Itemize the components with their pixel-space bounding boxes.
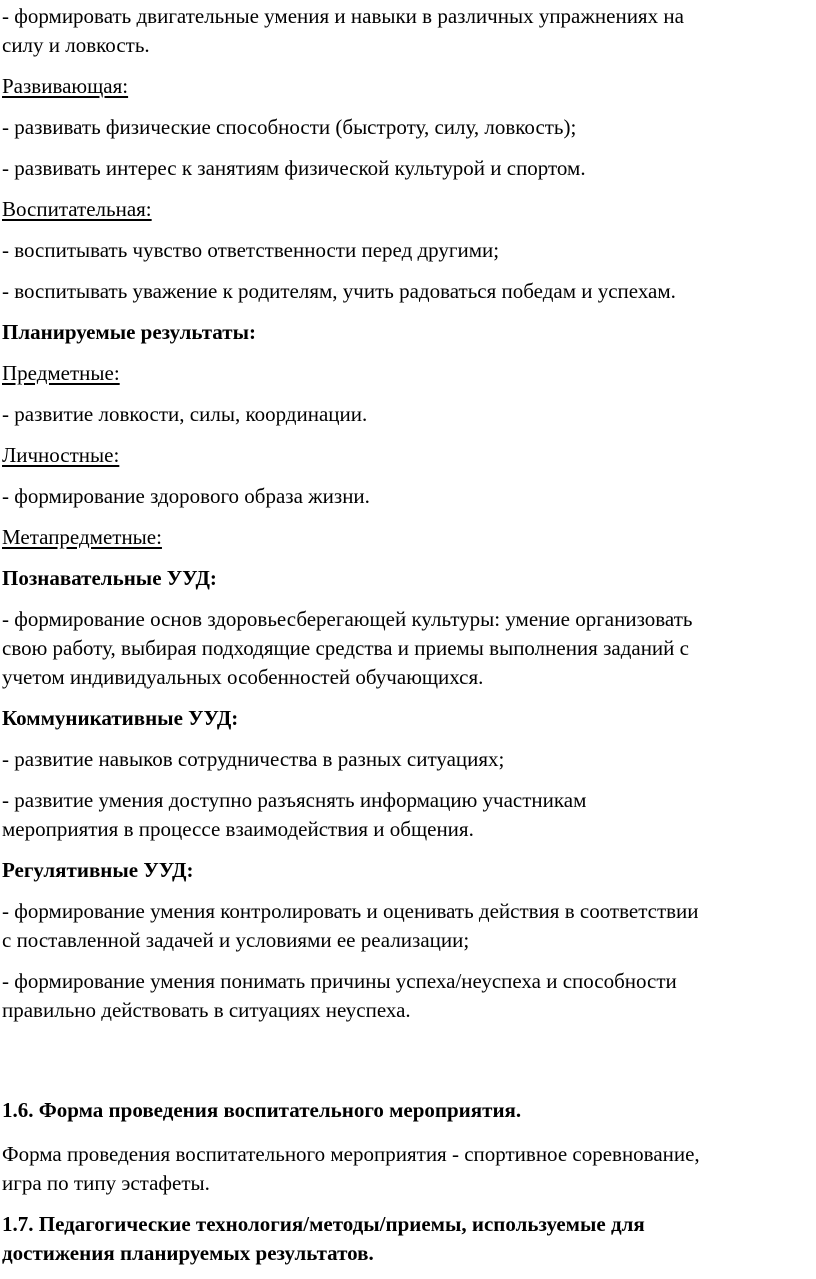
educational-label: Воспитательная: — [2, 197, 152, 221]
cognitive-item-line-3: учетом индивидуальных особенностей обучающихся. — [2, 665, 484, 689]
regulative-item-1-line-1: - формирование умения контролировать и оценивать действия в соответствии — [2, 899, 699, 923]
regulative-item-2-line-2: правильно действовать в ситуациях неуспеха. — [2, 998, 411, 1022]
subject-results-label: Предметные: — [2, 361, 120, 385]
communicative-heading: Коммуникативные УУД: — [2, 706, 239, 730]
cognitive-heading: Познавательные УУД: — [2, 566, 217, 590]
section-1-6-heading: 1.6. Форма проведения воспитательного мероприятия. — [2, 1098, 522, 1122]
cognitive-item-line-2: свою работу, выбирая подходящие средства и приемы выполнения заданий с — [2, 636, 689, 660]
meta-results-label: Метапредметные: — [2, 525, 162, 549]
personal-results-item: - формирование здорового образа жизни. — [2, 484, 370, 508]
developing-item-2: - развивать интерес к занятиям физической культурой и спортом. — [2, 156, 586, 180]
communicative-item-1: - развитие навыков сотрудничества в разных ситуациях; — [2, 747, 505, 771]
goal-motor-line-2: силу и ловкость. — [2, 33, 150, 57]
educational-item-1: - воспитывать чувство ответственности перед другими; — [2, 238, 500, 262]
communicative-item-2-line-2: мероприятия в процессе взаимодействия и общения. — [2, 817, 474, 841]
goal-motor-line-1: - формировать двигательные умения и навыки в различных упражнениях на — [2, 4, 684, 28]
section-1-7-heading-line-1: 1.7. Педагогические технология/методы/приемы, используемые для — [2, 1212, 645, 1236]
regulative-item-1-line-2: с поставленной задачей и условиями ее реализации; — [2, 928, 470, 952]
section-1-6-text-line-1: Форма проведения воспитательного мероприятия - спортивное соревнование, — [2, 1142, 700, 1166]
regulative-heading: Регулятивные УУД: — [2, 858, 194, 882]
developing-item-1: - развивать физические способности (быстроту, силу, ловкость); — [2, 115, 577, 139]
communicative-item-2-line-1: - развитие умения доступно разъяснять информацию участникам — [2, 788, 587, 812]
subject-results-item: - развитие ловкости, силы, координации. — [2, 402, 368, 426]
section-1-7-heading-line-2: достижения планируемых результатов. — [2, 1241, 374, 1265]
educational-item-2: - воспитывать уважение к родителям, учить радоваться победам и успехам. — [2, 279, 676, 303]
section-1-6-text-line-2: игра по типу эстафеты. — [2, 1171, 210, 1195]
regulative-item-2-line-1: - формирование умения понимать причины успеха/неуспеха и способности — [2, 969, 677, 993]
developing-label: Развивающая: — [2, 74, 129, 98]
personal-results-label: Личностные: — [2, 443, 120, 467]
planned-results-heading: Планируемые результаты: — [2, 320, 256, 344]
cognitive-item-line-1: - формирование основ здоровьесберегающей культуры: умение организовать — [2, 607, 693, 631]
